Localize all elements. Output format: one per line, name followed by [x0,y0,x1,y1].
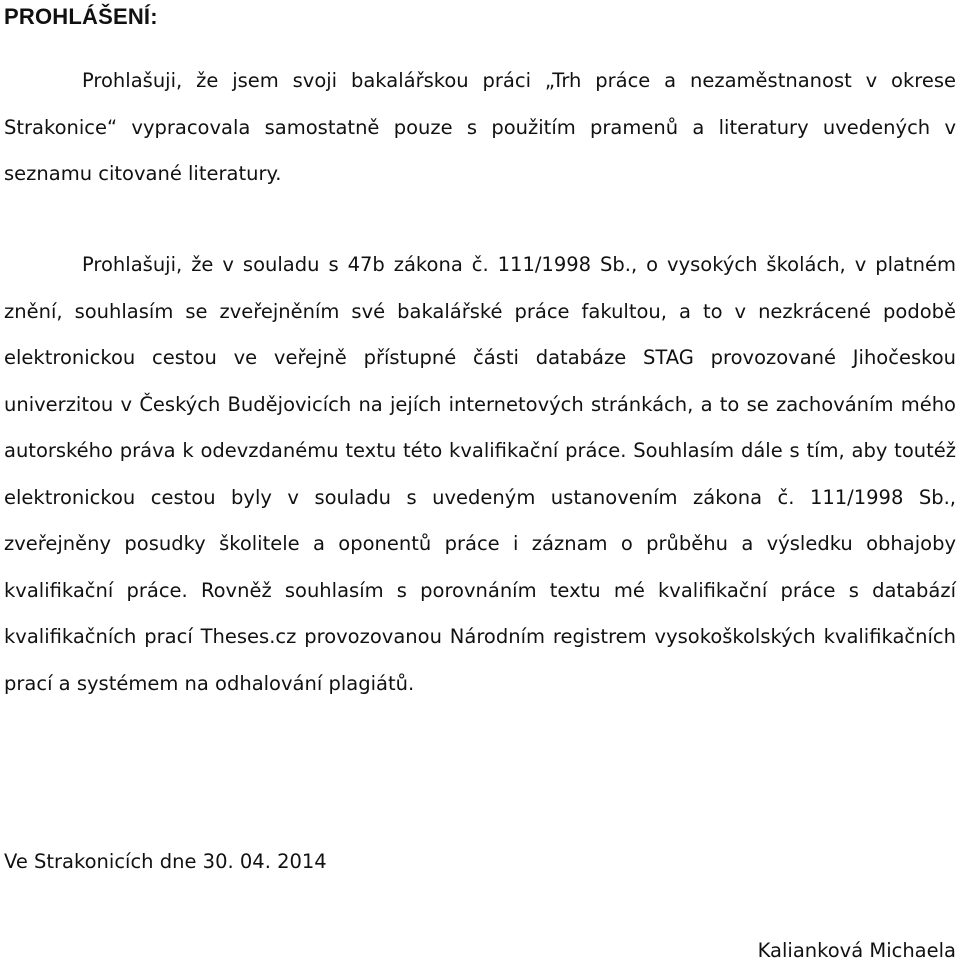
declaration-paragraph-publication-consent: Prohlašuji, že v souladu s 47b zákona č. 111/1998 Sb., o vysokých školách, v platném znění, souhlasím se zveřejněním své bakalářské práce fakultou, a to v nezkrácené podobě elektronickou cestou ve veřejně přístupné části databáze STAG provozované Jihočeskou univerzitou v Českých Budějovicích na jejích internetových stránkách, a to se zachováním mého autorského práva k odevzdanému textu této kvalifikační práce. Souhlasím dále s tím, aby toutéž elektronickou cestou byly v souladu s uvedeným ustanovením zákona č. 111/1998 Sb., zveřejněny posudky školitele a oponentů práce i záznam o průběhu a výsledku obhajoby kvalifikační práce. Rovněž souhlasím s porovnáním textu mé kvalifikační práce s databází kvalifikačních prací Theses.cz provozovanou Národním registrem vysokoškolských kvalifikačních prací a systémem na odhalování plagiátů. [4,253,956,695]
declaration-page [4,0,956,964]
place-and-date: Ve Strakonicích dne 30. 04. 2014 [4,850,327,873]
author-signature-name: Kalianková Michaela [757,939,956,962]
page-title: PROHLÁŠENÍ: [4,4,158,29]
declaration-paragraph-authorship: Prohlašuji, že jsem svoji bakalářskou práci „Trh práce a nezaměstnanost v okrese Strakonice“ vypracovala samostatně pouze s použitím pramenů a literatury uvedených v seznamu citované literatury. [4,69,956,185]
